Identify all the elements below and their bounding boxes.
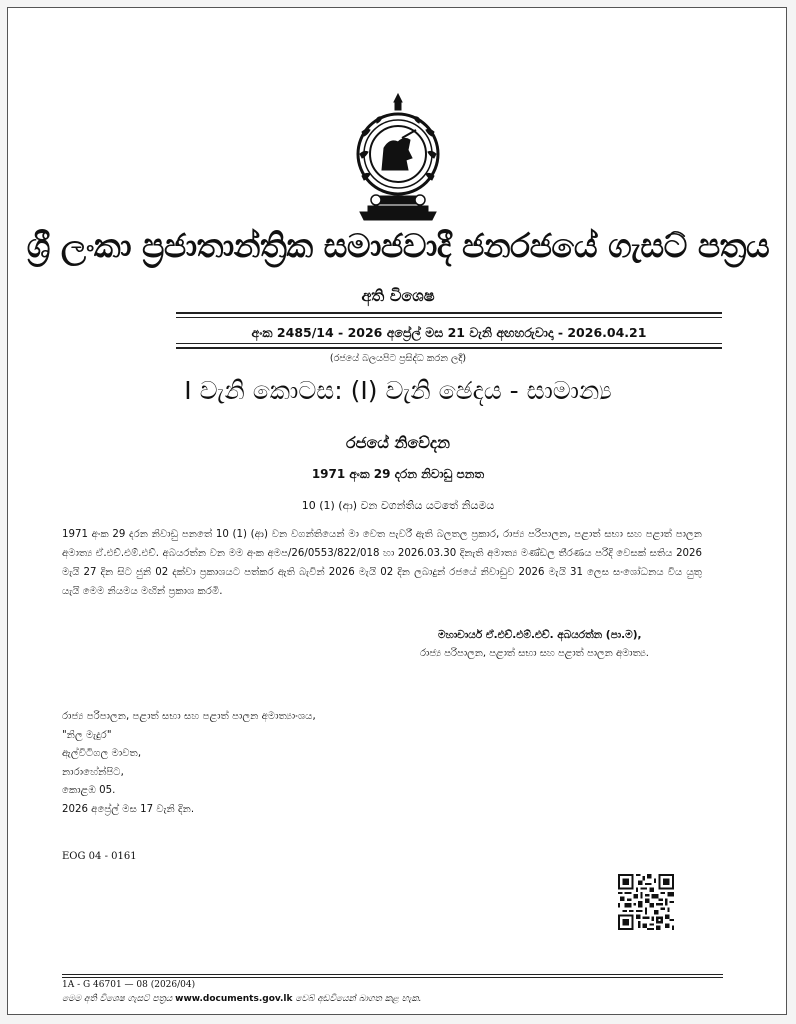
part-heading: I වැනි කොටස: (I) වැනි ඡෙදය - සාමාන්‍ය <box>184 376 612 405</box>
gazette-page <box>7 7 787 1015</box>
authority-note: (රජයේ බලයපිට ප්‍රසිද්ධ කරන ලදී) <box>329 353 467 364</box>
header-rule-bottom-thin <box>176 343 722 344</box>
footer-download-note <box>62 994 422 1004</box>
gazette-subtitle: අති විශෙෂ <box>361 286 435 305</box>
footer-rule-thin <box>62 977 723 978</box>
footer-website-link[interactable]: www.documents.gov.lk <box>175 994 293 1004</box>
ministry-address <box>62 708 316 819</box>
signatory-title: රාජ්‍ය පරිපාලන, පළාත් සභා සහ පළාත් පාලන අමාත්‍ය. <box>420 648 649 659</box>
address-line: ඇල්විටිගල මාවත, <box>62 748 142 759</box>
address-line: රාජ්‍ය පරිපාලන, පළාත් සභා සහ පළාත් පාලන අමාත්‍යාංශය, <box>62 711 316 722</box>
gazette-title: ශ්‍රී ලංකා ප්‍රජාතාන්ත්‍රික සමාජවාදී ජනරජයේ ගැසට් පත්‍රය <box>26 226 770 265</box>
order-body: 1971 අංක 29 දරන නිවාඩු පනතේ 10 (1) (ආ) වන වගන්තියෙන් මා වෙත පැවරී ඇති බලතල ප්‍රකාර, රාජ්‍ය පරිපාලන, පළාත් සභා සහ පළාත් පාලන අමාත්‍ය ඒ.එච්.එම්.එච්. අබයරත්න වන මම අංක අමප/26/0553/822/018 හා 2026.03.30 දිනැති අමාත්‍ය මණ්ඩල තීරණය පරිදි වෙසක් සතිය 2026 මැයි 27 දින සිට ජුනි 02 දක්වා ප්‍රකාශයට පත්කර ඇති බැවින් 2026 මැයි 02 දින ලබාදුන් රජයේ නිවාඩුව 2026 මැයි 31 ලෙස සංශෝධනය විය යුතු යැයි මෙම නියමය මඟින් ප්‍රකාශ කරමි. <box>62 529 702 597</box>
issue-line: අංක 2485/14 - 2026 අප්‍රේල් මස 21 වැනි අඟහරුවාදා - 2026.04.21 <box>251 325 647 340</box>
header-rule-top-thin <box>176 317 722 318</box>
qr-code-icon[interactable] <box>618 874 674 930</box>
address-line: "නිල මැදුර" <box>62 729 112 741</box>
notification-heading: රජයේ නිවේදන <box>346 433 450 452</box>
section-reference: 10 (1) (ආ) වන වගන්තිය යටතේ නියමය <box>301 499 495 512</box>
act-title: 1971 අංක 29 දරන නිවාඩු පනත <box>311 467 485 481</box>
address-line: කොළඹ 05. <box>62 785 116 796</box>
address-line: නාරාහේන්පිට, <box>62 766 124 778</box>
footer-rule <box>62 974 723 975</box>
footer-note-text: මෙම අති විශෙෂ ගැසට් පත්‍රය <box>62 994 176 1004</box>
header-rule-top <box>176 312 722 314</box>
footer-note-text-end: වෙබ් අඩවියෙන් බාගත කළ හැක. <box>292 994 422 1004</box>
footer-print-code: 1A - G 46701 — 08 (2026/04) <box>62 980 196 990</box>
address-date: 2026 අප්‍රේල් මස 17 වැනි දින. <box>62 803 195 815</box>
national-emblem-icon <box>346 92 450 222</box>
reference-code: EOG 04 - 0161 <box>62 851 137 862</box>
signatory-name: මහාචාර්ය ඒ.එච්.එම්.එච්. අබයරත්න (පා.ම), <box>438 629 642 641</box>
header-rule-bottom <box>176 347 722 349</box>
